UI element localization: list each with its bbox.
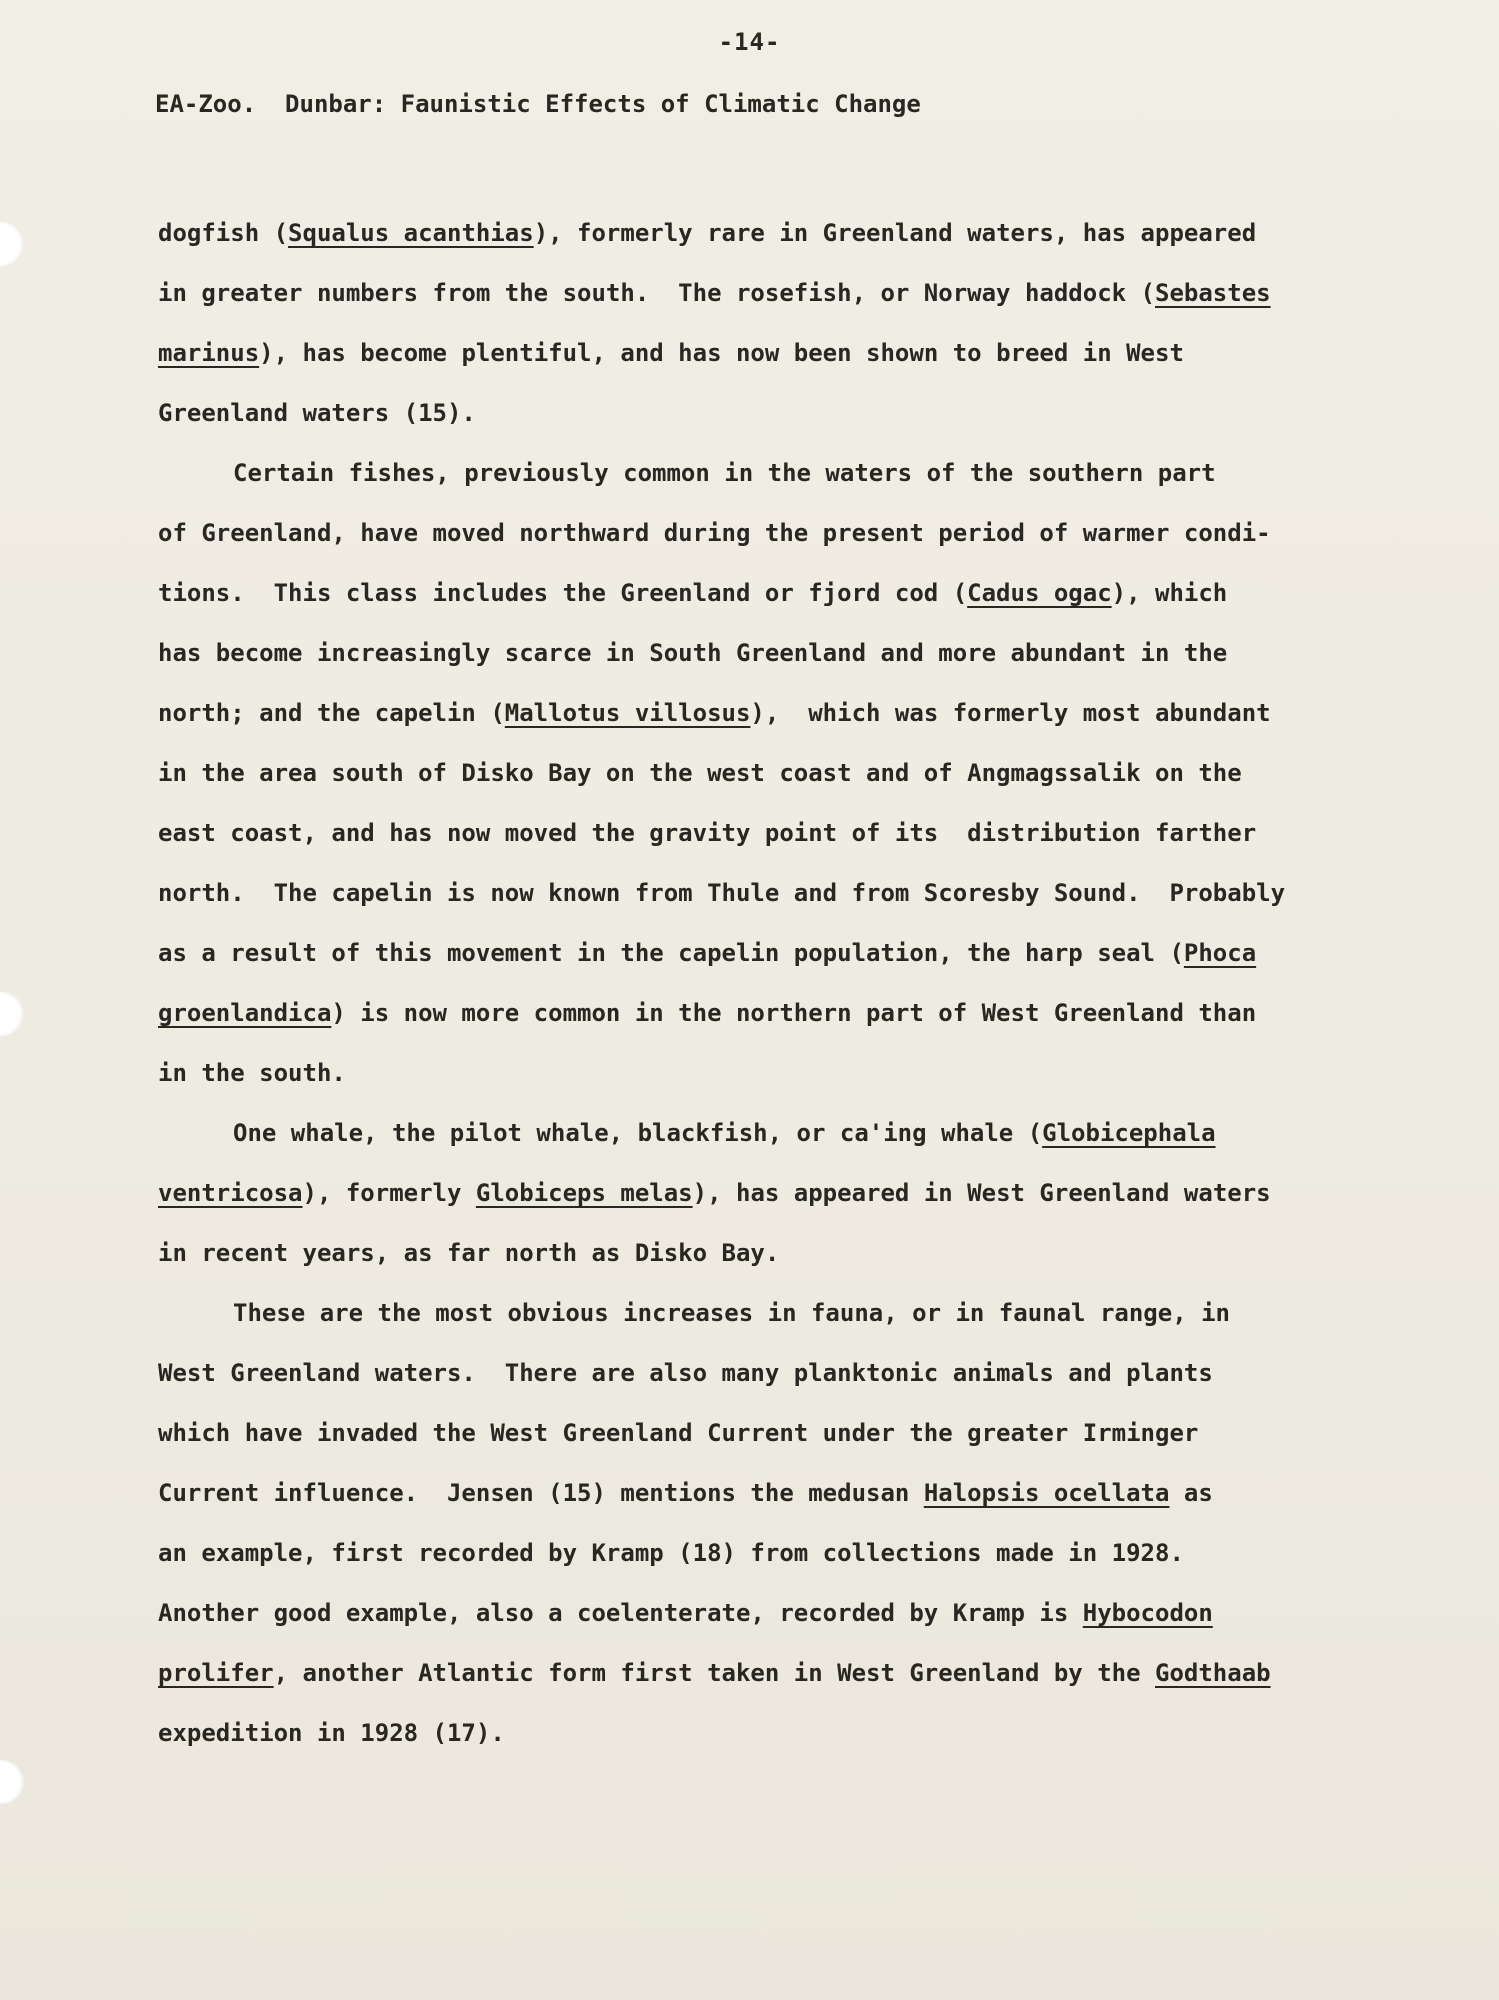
text-segment: north. The capelin is now known from Thule and from Scoresby Sound. Probably	[158, 879, 1286, 907]
underlined-taxon-name: prolifer	[158, 1659, 274, 1687]
text-line	[158, 878, 1285, 908]
text-segment: West Greenland waters. There are also many planktonic animals and plants	[158, 1359, 1213, 1387]
text-segment: ), which was formerly most abundant	[750, 699, 1271, 727]
text-line	[158, 1718, 505, 1748]
underlined-taxon-name: Squalus acanthias	[288, 219, 534, 247]
text-line	[158, 1478, 1213, 1508]
text-segment: ), which	[1111, 579, 1228, 607]
punch-hole	[0, 1760, 24, 1804]
text-segment: north; and the capelin (	[158, 699, 505, 727]
underlined-taxon-name: Halopsis ocellata	[923, 1479, 1170, 1507]
underlined-taxon-name: Cadus ogac	[967, 579, 1112, 607]
text-line	[158, 1418, 1198, 1448]
underlined-taxon-name: Globicephala	[1042, 1119, 1216, 1147]
text-segment: Another good example, also a coelenterate, recorded by Kramp is	[158, 1599, 1083, 1627]
text-line	[233, 1118, 1216, 1148]
underlined-taxon-name: Mallotus villosus	[504, 699, 751, 727]
text-line	[158, 938, 1256, 968]
text-segment: These are the most obvious increases in fauna, or in faunal range, in	[233, 1299, 1230, 1327]
text-segment: has become increasingly scarce in South Greenland and more abundant in the	[158, 639, 1228, 667]
page-number: -14-	[718, 28, 781, 56]
text-segment: expedition in 1928 (17).	[158, 1719, 505, 1747]
text-line	[233, 458, 1216, 488]
running-head: EA-Zoo. Dunbar: Faunistic Effects of Climatic Change	[155, 90, 921, 118]
text-segment: in greater numbers from the south. The rosefish, or Norway haddock (	[158, 279, 1155, 307]
text-segment: One whale, the pilot whale, blackfish, or ca'ing whale (	[233, 1119, 1043, 1147]
underlined-taxon-name: Sebastes	[1155, 279, 1271, 307]
text-segment: in the area south of Disko Bay on the west coast and of Angmagssalik on the	[158, 759, 1242, 787]
text-segment: ), formerly	[302, 1179, 476, 1207]
text-line	[158, 518, 1271, 548]
underlined-taxon-name: ventricosa	[158, 1179, 303, 1207]
text-line	[158, 1178, 1271, 1208]
text-segment: ), has appeared in West Greenland waters	[692, 1179, 1271, 1207]
text-line	[158, 278, 1271, 308]
text-segment: ), formerly rare in Greenland waters, has appeared	[533, 219, 1257, 247]
text-segment: east coast, and has now moved the gravity point of its distribution farther	[158, 819, 1257, 847]
punch-hole	[0, 222, 24, 266]
text-segment: ), has become plentiful, and has now been shown to breed in West	[259, 339, 1184, 367]
text-line	[158, 758, 1242, 788]
text-line	[158, 1538, 1184, 1568]
text-line	[158, 998, 1256, 1028]
text-segment: dogfish (	[158, 219, 289, 247]
underlined-taxon-name: Phoca	[1183, 939, 1257, 967]
text-line	[158, 1058, 346, 1088]
text-segment: ) is now more common in the northern part of West Greenland than	[331, 999, 1257, 1027]
text-line	[233, 1298, 1230, 1328]
text-segment: , another Atlantic form first taken in West Greenland by the	[273, 1659, 1155, 1687]
text-segment: as a result of this movement in the capelin population, the harp seal (	[158, 939, 1184, 967]
punch-hole	[0, 992, 24, 1036]
text-line	[158, 1358, 1213, 1388]
text-segment: Certain fishes, previously common in the waters of the southern part	[233, 459, 1216, 487]
text-line	[158, 818, 1256, 848]
text-segment: in recent years, as far north as Disko Bay.	[158, 1239, 780, 1267]
text-segment: an example, first recorded by Kramp (18) from collections made in 1928.	[158, 1539, 1184, 1567]
underlined-taxon-name: marinus	[158, 339, 260, 367]
text-line	[158, 1658, 1271, 1688]
text-segment: as	[1169, 1479, 1213, 1507]
underlined-taxon-name: groenlandica	[158, 999, 332, 1027]
text-segment: which have invaded the West Greenland Current under the greater Irminger	[158, 1419, 1199, 1447]
text-segment: of Greenland, have moved northward during the present period of warmer condi-	[158, 519, 1271, 547]
text-line	[158, 218, 1256, 248]
text-line	[158, 398, 476, 428]
underlined-taxon-name: Globiceps melas	[475, 1179, 693, 1207]
underlined-taxon-name: Hybocodon	[1082, 1599, 1213, 1627]
text-segment: tions. This class includes the Greenland or fjord cod (	[158, 579, 968, 607]
text-line	[158, 1598, 1213, 1628]
text-segment: in the south.	[158, 1059, 346, 1087]
text-line	[158, 1238, 779, 1268]
text-line	[158, 698, 1271, 728]
text-segment: Current influence. Jensen (15) mentions the medusan	[158, 1479, 924, 1507]
underlined-taxon-name: Godthaab	[1155, 1659, 1271, 1687]
text-line	[158, 578, 1227, 608]
text-line	[158, 338, 1184, 368]
text-line	[158, 638, 1227, 668]
text-segment: Greenland waters (15).	[158, 399, 476, 427]
